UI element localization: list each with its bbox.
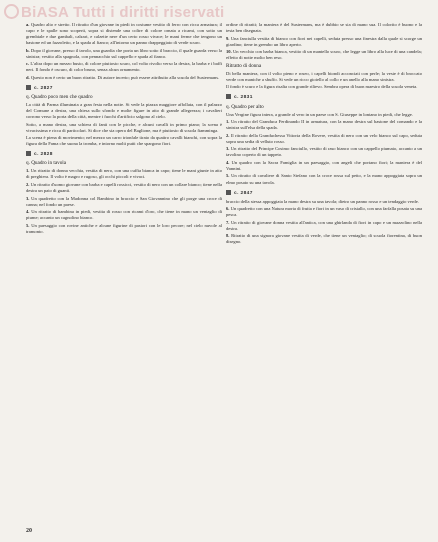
page-number: 20 xyxy=(26,528,32,534)
list-item: 4. Un quadro con la Sacra Famiglia in un paesaggio, con angeli che portano fiori; la maniera è del Vannini. xyxy=(226,159,422,171)
list-item: ordine di ritratti; la maniera è del Sustermans, ma è dubbio se sia di mano sua. Il colorito è buono e la testa ben disegnata. xyxy=(226,22,422,34)
list-item: 9. Una fanciulla vestita di bianco con fiori nei capelli, seduta presso una finestra dalla quale si scorge un giardino; tiene in grembo un libro aperto. xyxy=(226,35,422,47)
list-item: Una Vergine figura intera, a grande al vero in un paese con S. Giuseppe in lontano in piedi, che legge. xyxy=(226,111,413,117)
list-item: 4. Un ritratto di bambina in piedi, vestita di rosso con ricami d'oro, che tiene in mano un ventaglio di piume; accanto un cagnolino bianco. xyxy=(26,209,223,221)
list-item: 7. Un ritratto di giovane donna vestita all'antica, con una ghirlanda di fiori in capo e un mazzolino nella destra. xyxy=(226,219,422,231)
list-item: 10. Un vecchio con barba bianca, vestito di un mantello scuro, che legge un libro alla luce di una candela; effetto di notte molto ben reso. xyxy=(226,49,422,61)
section-separator: c. 2847 xyxy=(226,190,422,197)
list-item: 3. Un quadretto con la Madonna col Bambino in braccio e San Giovannino che gli porge una croce di canna; nel fondo un paese. xyxy=(26,195,222,207)
list-item: c. L'altra dopo un mezzo busto, di colore piuttosto scuro, col volto rivolto verso la destra, la barba e i baffi neri. Il fondo è oscuro, di color bruno, senza alcun ornamento. xyxy=(26,61,222,73)
section-heading: q. Quadro per alto xyxy=(226,103,264,110)
entry-group xyxy=(226,199,422,246)
entry-group xyxy=(26,168,222,234)
list-item: 5. Un ritratto di cavaliere di Santo Stefano con la croce rossa sul petto, e la mano appoggiata sopra un elmo posato su una tavola. xyxy=(226,173,422,185)
list-item: b. Dopo il giovane, presso il tavolo, una guardia che porta un libro sotto il braccio, il quale guarda verso la sinistra; vestito alla spagnola, con pennacchio sul cappello e spada al fianco. xyxy=(26,47,222,59)
entry-group xyxy=(26,102,222,147)
watermark-seal-icon xyxy=(4,4,19,19)
list-item: 8. Ritratto di una signora giovane vestita di verde, che tiene un ventaglio; di scuola fiorentina, di buon disegno. xyxy=(226,233,423,245)
watermark-text: BiASA Tutti i diritti riservati xyxy=(21,4,225,21)
section-heading: q. Quadro in tavola xyxy=(26,160,67,167)
bullet-icon xyxy=(26,151,31,156)
list-item: Di bella maniera, con il volto pieno e roseo, i capelli biondi acconciati con perle; la veste è di broccato verde con maniche a sbuffo. Si vede un ricco gioiello al collo e un anello alla mano sinistra. xyxy=(226,70,422,82)
entry-group xyxy=(226,112,422,186)
left-column xyxy=(26,22,222,236)
list-item: La scena è piena di movimento; nel mezzo un carro trionfale tirato da quattro cavalli bianchi, con sopra la figura della Fama che suona la tromba, e intorno molti putti che spargono fiori. xyxy=(26,135,222,147)
list-item: 2. Il ritratto della Granduchessa Vittoria della Rovere, vestita di nero con un velo bianco sul capo, seduta sopra una sedia di velluto rosso. xyxy=(226,132,422,144)
list-item: Sotto, a mano destra, una schiera di fanti con le picche, e alcuni cavalli in primo piano; la scena è vivacissima e ricca di particolari. Si dice che sia opera del Baglione, ma è piuttosto di scuola fiamminga. xyxy=(26,121,222,133)
list-item: La città di Parma illuminata a gran festa nella notte. Si vede la piazza maggiore affollata, con il palazzo del Comune a destra, una chiesa sullo sfondo e molte figure in atto di grande allegrezza; i cavalieri corrono verso la porta della città, mentre i fuochi d'artificio salgono al cielo. xyxy=(26,102,222,120)
entry-group xyxy=(26,22,222,81)
list-item: 2. Un ritratto d'uomo giovane con barba e capelli rossicci, vestito di nero con un collare bianco; tiene nella destra un paio di guanti. xyxy=(26,182,222,194)
list-item: Il fondo è scuro e la figura risalta con grande rilievo. Sembra opera di buon maestro della scuola veneta. xyxy=(226,84,418,90)
list-item: 6. Un quadretto con una Natura morta di frutta e fiori in un vaso di cristallo, con una farfalla posata su una pesca. xyxy=(226,206,422,218)
entry-group xyxy=(226,22,422,61)
section-heading: q. Quadro poco men che quadro xyxy=(26,93,93,100)
watermark-logo xyxy=(4,4,225,21)
list-item: d. Questo non è certo un buon ritratto. Di autore incerto; può essere attribuito alla scuola del Sustermans. xyxy=(26,74,220,80)
entry-group xyxy=(226,71,422,91)
list-item: 3. Un ritratto del Principe Cosimo fanciullo, vestito di raso bianco con un cappello piumato, accanto a un tavolino coperto di un tappeto. xyxy=(226,146,422,158)
bullet-icon xyxy=(26,85,31,90)
section-separator: c. 2827 xyxy=(26,85,222,92)
list-item: 1. Un ritratto del Granduca Ferdinando II in armatura, con la mano destra sul bastone del comando e la sinistra sull'elsa della spada. xyxy=(226,119,423,131)
list-item: a. Quadro alto e stretto. Il ritratto d'un giovane in piedi in costume vestito di ferro con ricca armatura; il capo e le spalle sono scoperti, sopra si distende una coltre di colore ornata a ricami, con sotto un grembiale e due gambali, calzari, e calzette nere d'un certo rosso vivace; le mani ferme che tengono un bastone ed un fazzoletto, e la spada al fianco; all'intorno un panno drappeggiato di verde scuro. xyxy=(26,22,222,46)
section-heading: Ritratto di donna xyxy=(226,62,262,69)
section-separator: c. 2828 xyxy=(26,151,222,158)
right-column xyxy=(226,22,422,247)
list-item: braccio della stessa appoggiata la mano destra su una tavola; dietro un panno rosso e un tendaggio verde. xyxy=(226,198,419,204)
list-item: 5. Un paesaggio con rovine antiche e alcune figurine di pastori con le loro pecore; nel cielo nuvole al tramonto. xyxy=(26,222,222,234)
bullet-icon xyxy=(226,94,231,99)
list-item: 1. Un ritratto di donna vecchia, vestita di nero, con una cuffia bianca in capo; tiene le mani giunte in atto di preghiera. Il volto è magro e rugoso, gli occhi piccoli e vivaci. xyxy=(26,168,222,180)
bullet-icon xyxy=(226,190,231,195)
section-separator: c. 2831 xyxy=(226,94,422,101)
